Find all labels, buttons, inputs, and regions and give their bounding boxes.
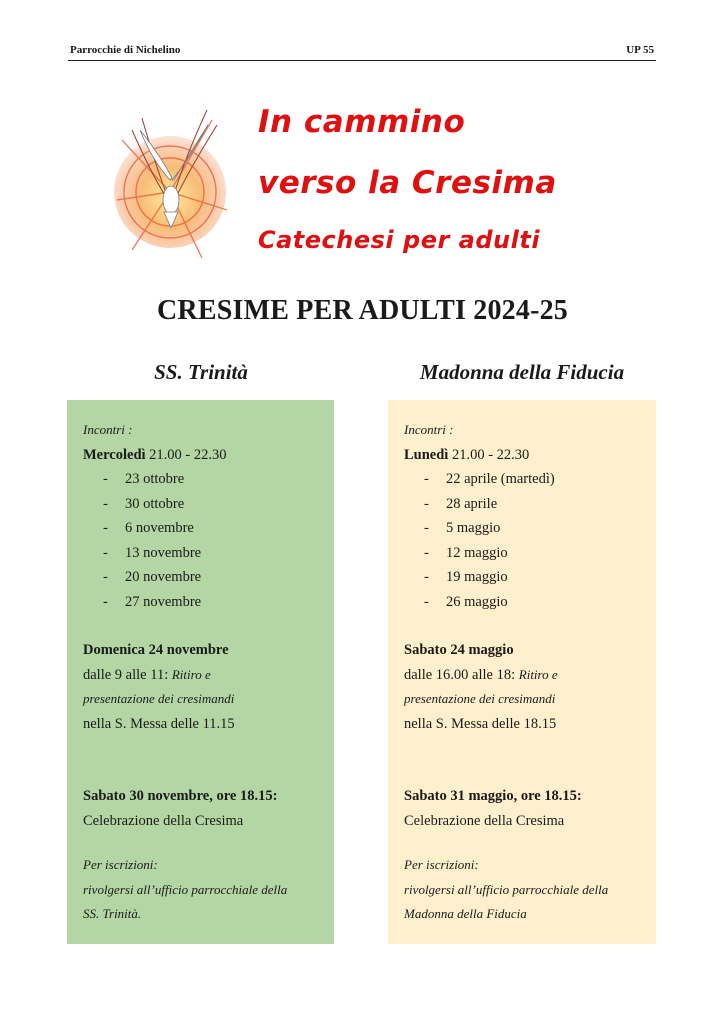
list-item: - 26 maggio: [404, 590, 640, 615]
heading-line-2: verso la Cresima: [258, 165, 557, 201]
retreat-time-line: [83, 663, 318, 688]
retreat-desc-cont: presentazione dei cresimandi: [404, 691, 556, 706]
heading-line-3: Catechesi per adulti: [258, 226, 541, 254]
retreat-mass: nella S. Messa delle 18.15: [404, 715, 557, 732]
header-unit-code: UP 55: [626, 44, 654, 56]
schedule-box-left: [67, 400, 334, 944]
heading-line-1: In cammino: [258, 104, 466, 140]
list-item: - 5 maggio: [404, 516, 640, 541]
list-item: - 6 novembre: [83, 516, 318, 541]
list-item: - 20 novembre: [83, 565, 318, 590]
meeting-dates-list: [404, 467, 640, 614]
holy-spirit-dove-logo: [112, 100, 232, 260]
retreat-date: Domenica 24 novembre: [83, 642, 229, 658]
list-item: - 27 novembre: [83, 590, 318, 615]
parish-title-right: Madonna della Fiducia: [419, 360, 625, 384]
header-parish-name: Parrocchie di Nichelino: [70, 44, 181, 56]
iscrizioni-parish: Madonna della Fiducia: [404, 906, 527, 921]
incontri-label: Incontri :: [83, 422, 133, 437]
cresima-date: Sabato 31 maggio, ore 18.15:: [404, 788, 582, 804]
meeting-day: Mercoledì: [83, 446, 146, 463]
retreat-time: dalle 16.00 alle 18:: [404, 666, 516, 683]
iscrizioni-parish: SS. Trinità.: [83, 906, 142, 921]
cresima-desc: Celebrazione della Cresima: [404, 812, 565, 829]
iscrizioni-text: rivolgersi all’ufficio parrocchiale della: [83, 881, 288, 897]
list-item: - 13 novembre: [83, 541, 318, 566]
iscrizioni-label: Per iscrizioni:: [83, 857, 158, 872]
parish-title-left: SS. Trinità: [154, 360, 248, 384]
list-item: - 22 aprile (martedì): [404, 467, 640, 492]
meeting-day-time: [83, 443, 318, 468]
cresima-desc: Celebrazione della Cresima: [83, 812, 244, 829]
retreat-time: dalle 9 alle 11:: [83, 666, 169, 683]
retreat-desc: Ritiro e: [518, 666, 558, 682]
meeting-time: 21.00 - 22.30: [451, 446, 530, 463]
retreat-date: Sabato 24 maggio: [404, 642, 514, 658]
list-item: - 19 maggio: [404, 565, 640, 590]
cresima-date: Sabato 30 novembre, ore 18.15:: [83, 788, 278, 804]
iscrizioni-label: Per iscrizioni:: [404, 857, 479, 872]
retreat-desc-cont: presentazione dei cresimandi: [83, 691, 235, 706]
schedule-box-right: [388, 400, 656, 944]
meeting-dates-list: [83, 467, 318, 614]
retreat-desc: Ritiro e: [171, 666, 211, 682]
list-item: - 28 aprile: [404, 492, 640, 517]
list-item: - 30 ottobre: [83, 492, 318, 517]
incontri-label: Incontri :: [404, 422, 454, 437]
page-header: [68, 40, 656, 61]
retreat-mass: nella S. Messa delle 11.15: [83, 715, 235, 732]
retreat-time-line: [404, 663, 640, 688]
meeting-day-time: [404, 443, 640, 468]
list-item: - 23 ottobre: [83, 467, 318, 492]
iscrizioni-text: rivolgersi all’ufficio parrocchiale della: [404, 881, 609, 897]
meeting-day: Lunedì: [404, 446, 449, 463]
list-item: - 12 maggio: [404, 541, 640, 566]
page-title: CRESIME PER ADULTI 2024-25: [156, 295, 568, 326]
meeting-time: 21.00 - 22.30: [149, 446, 227, 463]
